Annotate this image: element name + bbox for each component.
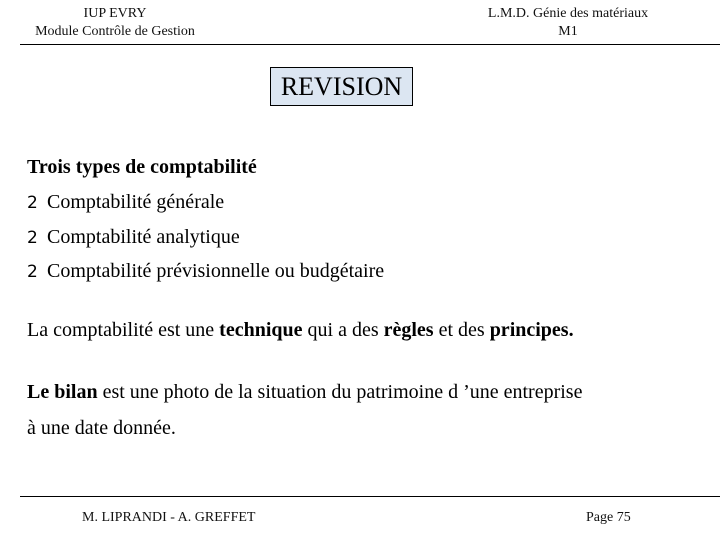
header-institution: IUP EVRY (83, 6, 147, 21)
page-number: Page 75 (586, 510, 631, 525)
bilan-paragraph-line1 (27, 380, 582, 404)
text-run: qui a des (302, 319, 384, 341)
slide-title: REVISION (270, 67, 413, 106)
text-run: est une photo de la situation du patrimoine d ’une entreprise (97, 381, 583, 403)
bilan-paragraph-line2: à une date donnée. (27, 417, 176, 439)
header-divider (20, 44, 720, 45)
section-heading: Trois types de comptabilité (27, 156, 257, 178)
list-item (27, 259, 384, 284)
list-item (27, 190, 224, 215)
text-run: La comptabilité est une (27, 319, 220, 341)
keyword-principes: principes. (489, 319, 574, 341)
text-run: et des (433, 319, 490, 341)
footer-authors: M. LIPRANDI - A. GREFFET (82, 510, 256, 525)
bullet-icon: 2 (27, 193, 38, 213)
keyword-technique: technique (219, 319, 303, 341)
footer-divider (20, 496, 720, 497)
list-item-label: Comptabilité générale (47, 191, 225, 213)
bullet-icon: 2 (27, 262, 38, 282)
list-item (27, 225, 240, 250)
definition-paragraph (27, 318, 574, 342)
list-item-label: Comptabilité analytique (47, 226, 240, 248)
header-right (470, 5, 666, 41)
header-level: M1 (558, 24, 578, 39)
header-program: L.M.D. Génie des matériaux (487, 6, 649, 21)
keyword-bilan: Le bilan (27, 381, 98, 403)
header-module: Module Contrôle de Gestion (35, 24, 195, 39)
bullet-icon: 2 (27, 228, 38, 248)
header-left (20, 5, 210, 41)
keyword-regles: règles (383, 319, 434, 341)
list-item-label: Comptabilité prévisionnelle ou budgétaire (47, 260, 385, 282)
